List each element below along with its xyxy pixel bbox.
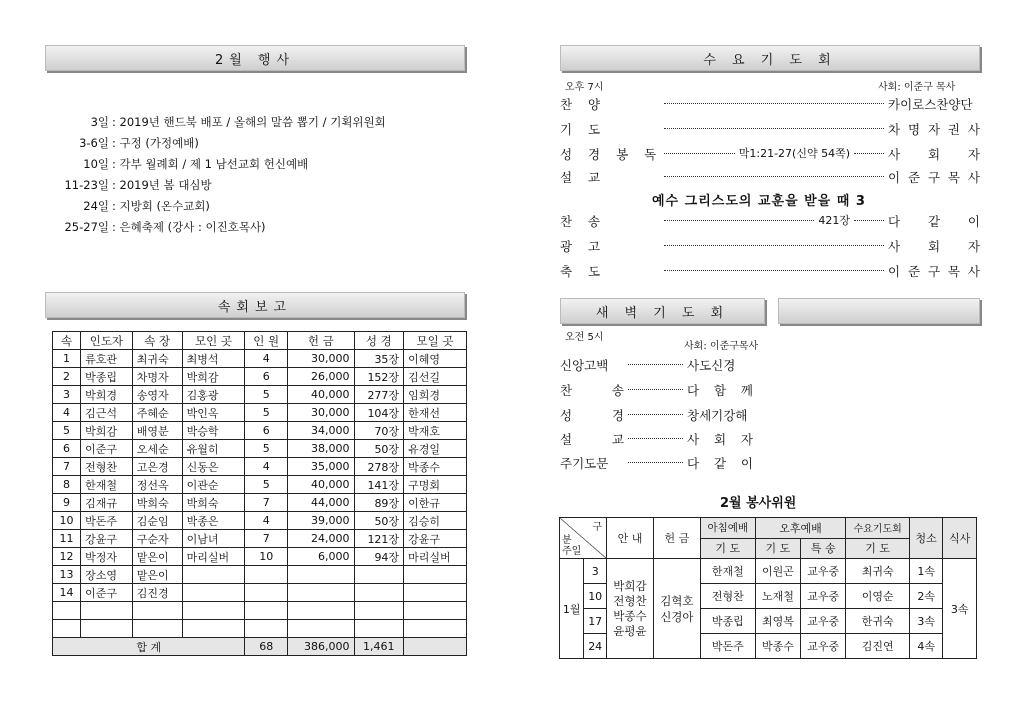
table-cell: 40,000	[288, 476, 355, 494]
table-cell: 12	[53, 548, 81, 566]
table-row	[53, 386, 467, 404]
dot-leader	[664, 168, 884, 177]
table-cell: 26,000	[288, 368, 355, 386]
table-cell: 4	[53, 404, 81, 422]
table-cell: 8	[53, 476, 81, 494]
program-label: 찬 양	[560, 97, 607, 112]
table-row	[53, 566, 467, 584]
table-cell: 이남녀	[182, 530, 245, 548]
dawn-header	[560, 298, 765, 324]
table-cell: 7	[245, 494, 288, 512]
table-cell: 40,000	[288, 386, 355, 404]
table-cell: 3	[53, 386, 81, 404]
program-detail: 421장	[818, 214, 850, 227]
dot-leader	[628, 454, 683, 463]
table-cell: 박돈주	[81, 512, 133, 530]
dot-leader	[664, 262, 884, 271]
dawn-row	[560, 454, 765, 472]
wednesday-time: 오후 7시	[565, 82, 604, 93]
table-cell: 6	[245, 422, 288, 440]
table-cell	[245, 620, 288, 638]
table-cell: 121장	[354, 530, 404, 548]
vt-special-song: 교우중	[801, 584, 846, 609]
table-row	[53, 530, 467, 548]
table-cell	[245, 602, 288, 620]
wednesday-title: 수 요 기 도 회	[703, 52, 837, 68]
table-cell: 구명회	[404, 476, 467, 494]
table-cell: 김홍광	[182, 386, 245, 404]
table-cell	[354, 566, 404, 584]
table-cell	[53, 620, 81, 638]
table-row	[53, 350, 467, 368]
program-value: 카이로스찬양단	[888, 97, 973, 112]
table-cell: 13	[53, 566, 81, 584]
vt-sub-prayer: 기 도	[846, 538, 910, 559]
table-cell: 70장	[354, 422, 404, 440]
table-row	[53, 440, 467, 458]
events-title: 2월 행사	[214, 52, 296, 68]
vt-wed-header: 수요기도회	[846, 518, 910, 539]
table-cell: 강윤구	[404, 530, 467, 548]
table-cell	[132, 602, 182, 620]
event-item-text: : 2019년 봄 대심방	[112, 178, 212, 192]
table-cell: 7	[245, 530, 288, 548]
program-value: 이 준 구 목 사	[888, 264, 980, 279]
table-cell	[404, 566, 467, 584]
table-cell: 송영자	[132, 386, 182, 404]
table-cell	[354, 584, 404, 602]
dot-leader	[664, 237, 884, 246]
table-cell: 박희숙	[132, 494, 182, 512]
table-cell: 임희경	[404, 386, 467, 404]
dot-leader	[664, 145, 735, 154]
vt-afternoon-prayer: 박종수	[755, 634, 800, 659]
table-row	[53, 548, 467, 566]
program-row	[560, 237, 980, 255]
program-row	[560, 95, 980, 113]
table-cell: 유경일	[404, 440, 467, 458]
table-cell: 김승히	[404, 512, 467, 530]
vt-meal-header: 식사	[943, 518, 977, 559]
program-label: 찬 송	[560, 214, 607, 229]
events-header	[45, 45, 465, 71]
table-cell: 278장	[354, 458, 404, 476]
sermon-title: 예수 그리스도의 교훈을 받을 때 3	[652, 194, 866, 209]
vt-afternoon-prayer: 이원곤	[755, 559, 800, 584]
table-cell: 김재규	[81, 494, 133, 512]
col-header: 인 원	[245, 332, 288, 350]
vt-corner-mid: 분	[562, 535, 572, 546]
table-cell: 11	[53, 530, 81, 548]
table-cell: 5	[245, 440, 288, 458]
dot-leader	[854, 145, 884, 154]
total-people: 68	[245, 638, 288, 656]
table-cell: 39,000	[288, 512, 355, 530]
table-cell	[81, 620, 133, 638]
table-cell: 박종수	[404, 458, 467, 476]
vt-offering-name: 김혁호	[660, 593, 694, 608]
event-item-text: : 2019년 핸드북 배포 / 올해의 말씀 뽑기 / 기획위원회	[112, 115, 386, 129]
table-cell: 최귀숙	[132, 350, 182, 368]
table-cell: 5	[245, 476, 288, 494]
vt-morning-prayer: 한재철	[700, 559, 755, 584]
vt-morning-prayer: 전형찬	[700, 584, 755, 609]
dot-leader	[628, 356, 683, 365]
event-item: 3-6일	[79, 136, 109, 150]
vt-guide-name: 박희감	[613, 578, 647, 593]
vt-meal: 3속	[943, 559, 977, 659]
vt-special-song: 교우중	[801, 609, 846, 634]
dawn-label: 주기도문	[560, 456, 609, 471]
event-item-text: : 지방회 (온수교회)	[112, 199, 210, 213]
table-cell	[182, 602, 245, 620]
table-cell: 34,000	[288, 422, 355, 440]
table-cell: 마리실버	[182, 548, 245, 566]
program-label: 성 경 봉 독	[560, 147, 663, 162]
table-row	[53, 458, 467, 476]
vt-day: 17	[584, 609, 607, 634]
table-cell: 박희감	[81, 422, 133, 440]
dawn-label: 설 교	[560, 432, 624, 447]
dawn-time: 오전 5시	[565, 332, 604, 343]
dawn-label: 찬 송	[560, 383, 624, 398]
table-row	[53, 602, 467, 620]
table-cell: 한재선	[404, 404, 467, 422]
table-cell: 5	[245, 386, 288, 404]
table-cell: 김진경	[132, 584, 182, 602]
table-cell: 89장	[354, 494, 404, 512]
table-cell: 10	[245, 548, 288, 566]
table-cell: 30,000	[288, 404, 355, 422]
table-cell: 5	[53, 422, 81, 440]
table-row	[53, 584, 467, 602]
col-header: 속	[53, 332, 81, 350]
table-cell: 50장	[354, 440, 404, 458]
table-cell	[404, 602, 467, 620]
program-row	[560, 262, 980, 280]
program-row	[560, 168, 980, 186]
table-cell: 이한규	[404, 494, 467, 512]
table-cell: 강윤구	[81, 530, 133, 548]
program-label: 기 도	[560, 122, 607, 137]
vt-morning-prayer: 박종립	[700, 609, 755, 634]
vt-clean: 4속	[909, 634, 943, 659]
table-cell: 박희감	[182, 368, 245, 386]
table-cell: 박재호	[404, 422, 467, 440]
vt-special-song: 교우중	[801, 559, 846, 584]
table-cell: 35,000	[288, 458, 355, 476]
table-cell: 차명자	[132, 368, 182, 386]
col-header: 모인 곳	[182, 332, 245, 350]
dawn-value: 다 함 께	[687, 383, 753, 398]
table-cell	[182, 566, 245, 584]
table-cell: 맡은이	[132, 566, 182, 584]
total-money: 386,000	[288, 638, 355, 656]
col-header: 성 경	[354, 332, 404, 350]
table-cell	[354, 620, 404, 638]
table-cell: 배영분	[132, 422, 182, 440]
vt-sub-prayer: 기 도	[700, 538, 755, 559]
total-bible: 1,461	[354, 638, 404, 656]
dawn-label: 신앙고백	[560, 358, 609, 373]
table-cell: 류호관	[81, 350, 133, 368]
col-header: 모일 곳	[404, 332, 467, 350]
table-cell: 정선옥	[132, 476, 182, 494]
vt-guide-name: 전형찬	[613, 593, 647, 608]
event-item: 3일	[90, 115, 109, 129]
table-cell: 박인옥	[182, 404, 245, 422]
table-cell: 박종은	[182, 512, 245, 530]
report-header-row	[53, 332, 467, 350]
table-cell: 고은경	[132, 458, 182, 476]
report-total-row	[53, 638, 467, 656]
vt-day: 24	[584, 634, 607, 659]
volunteers-table	[559, 517, 977, 659]
program-row	[560, 212, 980, 230]
table-row	[53, 368, 467, 386]
table-cell	[245, 584, 288, 602]
table-cell: 30,000	[288, 350, 355, 368]
table-cell: 최병석	[182, 350, 245, 368]
table-cell: 50장	[354, 512, 404, 530]
dawn-row	[560, 381, 765, 399]
vt-guide-header: 안 내	[607, 518, 654, 559]
table-cell: 이준구	[81, 584, 133, 602]
table-row	[53, 422, 467, 440]
event-item: 24일	[83, 199, 109, 213]
event-item: 10일	[83, 157, 109, 171]
event-item-text: : 구정 (가정예배)	[112, 136, 199, 150]
table-cell: 박정자	[81, 548, 133, 566]
volunteers-title: 2월 봉사위원	[720, 496, 797, 511]
table-cell	[288, 620, 355, 638]
table-cell: 9	[53, 494, 81, 512]
vt-wed-prayer: 최귀숙	[846, 559, 910, 584]
table-cell	[288, 602, 355, 620]
dawn-value: 사 회 자	[687, 432, 753, 447]
vt-corner	[560, 518, 607, 559]
table-cell	[81, 602, 133, 620]
vt-offering	[653, 559, 700, 659]
vt-wed-prayer: 이영순	[846, 584, 910, 609]
table-cell: 35장	[354, 350, 404, 368]
table-cell	[354, 602, 404, 620]
program-row	[560, 120, 980, 138]
vt-offering-header: 헌 금	[653, 518, 700, 559]
vt-morning-prayer: 박돈주	[700, 634, 755, 659]
table-cell	[288, 584, 355, 602]
program-value: 이 준 구 목 사	[888, 170, 980, 185]
table-cell: 전형찬	[81, 458, 133, 476]
program-label: 광 고	[560, 239, 607, 254]
table-cell	[182, 584, 245, 602]
table-cell: 신동은	[182, 458, 245, 476]
program-value: 사 회 자	[888, 147, 980, 162]
table-cell	[53, 602, 81, 620]
table-cell: 한재철	[81, 476, 133, 494]
table-cell: 오세순	[132, 440, 182, 458]
vt-row	[560, 559, 977, 584]
event-item-text: : 각부 월례회 / 제 1 남선교회 헌신예배	[112, 157, 309, 171]
table-cell: 44,000	[288, 494, 355, 512]
table-row	[53, 494, 467, 512]
table-cell: 마리실버	[404, 548, 467, 566]
table-row	[53, 404, 467, 422]
dawn-row	[560, 430, 765, 448]
vt-day: 10	[584, 584, 607, 609]
dawn-value: 창세기강해	[687, 408, 748, 423]
program-value: 차 명 자 권 사	[888, 122, 980, 137]
dot-leader	[854, 212, 884, 221]
vt-special-song: 교우중	[801, 634, 846, 659]
report-table	[52, 331, 467, 656]
table-cell: 6	[245, 368, 288, 386]
vt-wed-prayer: 김진연	[846, 634, 910, 659]
table-row	[53, 512, 467, 530]
dot-leader	[664, 212, 814, 221]
table-cell: 이혜영	[404, 350, 467, 368]
program-label: 설 교	[560, 170, 607, 185]
table-cell: 김순임	[132, 512, 182, 530]
vt-guide	[607, 559, 654, 659]
report-title: 속회보고	[217, 299, 293, 315]
vt-sub-special: 특 송	[801, 538, 846, 559]
vt-wed-prayer: 한귀숙	[846, 609, 910, 634]
table-cell: 2	[53, 368, 81, 386]
vt-header-row-1	[560, 518, 977, 539]
vt-sub-prayer: 기 도	[755, 538, 800, 559]
vt-offering-name: 신경아	[660, 609, 694, 624]
table-cell: 94장	[354, 548, 404, 566]
table-cell	[182, 620, 245, 638]
vt-day: 3	[584, 559, 607, 584]
table-cell: 10	[53, 512, 81, 530]
table-cell: 6,000	[288, 548, 355, 566]
dot-leader	[664, 120, 884, 129]
table-cell: 김선길	[404, 368, 467, 386]
dawn-row	[560, 356, 765, 374]
col-header: 속 장	[132, 332, 182, 350]
vt-clean: 3속	[909, 609, 943, 634]
vt-guide-name: 윤평윤	[613, 623, 647, 638]
dawn-value: 사도신경	[687, 358, 736, 373]
program-label: 축 도	[560, 264, 607, 279]
table-cell: 277장	[354, 386, 404, 404]
table-row	[53, 476, 467, 494]
table-cell	[404, 620, 467, 638]
table-cell: 152장	[354, 368, 404, 386]
event-item: 11-23일	[64, 178, 109, 192]
dawn-host: 사회: 이준구목사	[684, 341, 759, 352]
dawn-row	[560, 406, 765, 424]
table-cell: 김근석	[81, 404, 133, 422]
program-value: 사 회 자	[888, 239, 980, 254]
table-cell: 박승학	[182, 422, 245, 440]
dawn-header-blank	[778, 298, 980, 324]
event-item-text: : 은혜축제 (강사 : 이진호목사)	[112, 220, 266, 234]
table-cell: 5	[245, 404, 288, 422]
vt-corner-top: 구	[592, 522, 602, 533]
total-label: 합 계	[53, 638, 245, 656]
col-header: 헌 금	[288, 332, 355, 350]
table-cell: 구순자	[132, 530, 182, 548]
table-cell: 6	[53, 440, 81, 458]
table-cell: 14	[53, 584, 81, 602]
table-cell	[245, 566, 288, 584]
col-header: 인도자	[81, 332, 133, 350]
table-row	[53, 620, 467, 638]
table-cell: 박희숙	[182, 494, 245, 512]
vt-clean-header: 청소	[909, 518, 943, 559]
dot-leader	[628, 406, 683, 415]
dot-leader	[628, 381, 683, 390]
vt-morning-header: 아침예배	[700, 518, 755, 539]
program-row	[560, 145, 980, 163]
vt-month: 1월	[560, 559, 584, 659]
dot-leader	[664, 95, 884, 104]
dot-leader	[628, 430, 683, 439]
wednesday-header	[560, 45, 980, 71]
wednesday-host: 사회: 이준구 목사	[878, 82, 956, 93]
table-cell: 1	[53, 350, 81, 368]
table-cell	[288, 566, 355, 584]
table-cell: 장소영	[81, 566, 133, 584]
dawn-title: 새 벽 기 도 회	[595, 305, 730, 321]
table-cell: 이관순	[182, 476, 245, 494]
vt-afternoon-prayer: 최영복	[755, 609, 800, 634]
table-cell: 박종립	[81, 368, 133, 386]
table-cell: 24,000	[288, 530, 355, 548]
table-cell: 맡은이	[132, 548, 182, 566]
report-header	[45, 292, 465, 318]
vt-clean: 2속	[909, 584, 943, 609]
table-cell	[404, 584, 467, 602]
vt-afternoon-prayer: 노재철	[755, 584, 800, 609]
event-item: 25-27일	[64, 220, 109, 234]
dawn-value: 다 같 이	[687, 456, 753, 471]
table-cell: 유월히	[182, 440, 245, 458]
dawn-label: 성 경	[560, 408, 624, 423]
table-cell	[132, 620, 182, 638]
vt-clean: 1속	[909, 559, 943, 584]
vt-guide-name: 박종수	[613, 608, 647, 623]
vt-corner-bot: 주일	[562, 546, 582, 557]
table-cell: 104장	[354, 404, 404, 422]
table-cell: 4	[245, 458, 288, 476]
table-cell: 141장	[354, 476, 404, 494]
vt-afternoon-header: 오후예배	[755, 518, 846, 539]
table-cell: 박희경	[81, 386, 133, 404]
program-value: 다 같 이	[888, 214, 980, 229]
table-cell: 4	[245, 350, 288, 368]
total-empty	[404, 638, 467, 656]
program-detail: 막1:21-27(신약 54쪽)	[738, 147, 850, 160]
table-cell: 4	[245, 512, 288, 530]
table-cell: 이준구	[81, 440, 133, 458]
table-cell: 7	[53, 458, 81, 476]
table-cell: 주혜순	[132, 404, 182, 422]
table-cell: 38,000	[288, 440, 355, 458]
